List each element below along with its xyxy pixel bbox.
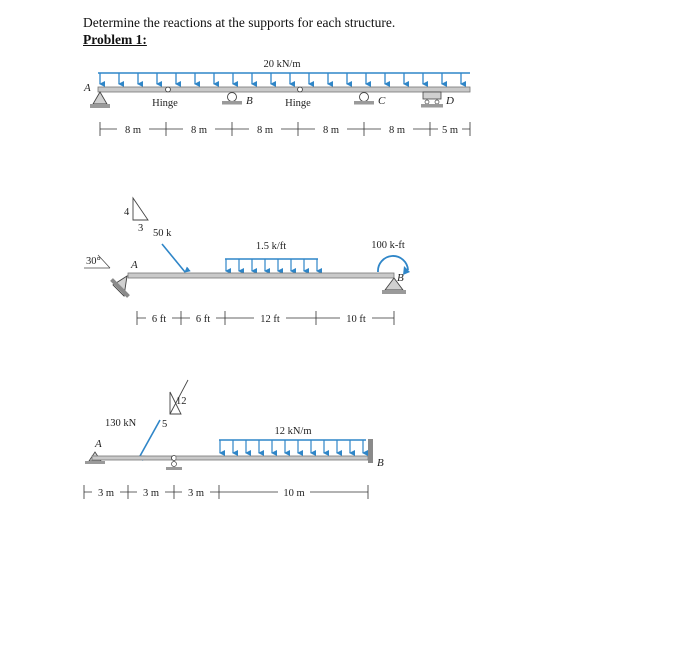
p2-slope-triangle — [133, 198, 148, 220]
p2-dist-load-label: 1.5 k/ft — [255, 241, 287, 252]
p2-moment-arrowhead — [403, 266, 410, 275]
problem2-structure — [84, 198, 410, 325]
p2-slope-3: 3 — [138, 223, 144, 234]
p3-wall-b — [368, 439, 373, 463]
p3-beam-right — [176, 456, 368, 460]
p3-span-1: 3 m — [97, 488, 115, 499]
p2-load-arrows — [226, 259, 317, 271]
p2-span-2: 6 ft — [195, 314, 211, 325]
p1-label-c: C — [378, 95, 386, 107]
p2-moment-arc — [378, 256, 408, 272]
p2-point-load-label: 50 k — [153, 228, 172, 239]
p2-span-3: 12 ft — [260, 314, 280, 325]
p1-hinge-1 — [166, 87, 171, 92]
p1-load-arrows — [100, 73, 461, 84]
p1-span-1: 8 m — [124, 125, 142, 136]
p2-span-4: 10 ft — [346, 314, 366, 325]
p1-support-c — [354, 93, 374, 105]
p2-label-a: A — [131, 259, 138, 271]
p2-support-a — [110, 276, 130, 298]
p1-support-a — [90, 92, 110, 108]
p3-span-3: 3 m — [187, 488, 205, 499]
p1-dimension-line — [100, 122, 470, 136]
problem1-structure — [83, 59, 470, 136]
p1-span-5: 8 m — [388, 125, 406, 136]
p3-dimension-line — [84, 485, 368, 499]
p2-beam — [128, 273, 394, 278]
p1-support-d — [421, 92, 443, 108]
p3-hinge-support — [166, 462, 182, 471]
p1-hinge-2 — [298, 87, 303, 92]
problem3-structure — [84, 380, 384, 499]
p1-span-4: 8 m — [322, 125, 340, 136]
p3-slope-5: 5 — [162, 419, 168, 430]
p1-label-b: B — [246, 95, 253, 107]
p2-label-b: B — [397, 272, 404, 284]
p3-span-2: 3 m — [142, 488, 160, 499]
p3-label-b: B — [377, 457, 384, 469]
p1-label-d: D — [446, 95, 454, 107]
p3-beam-left — [92, 456, 172, 460]
p1-label-a: A — [84, 82, 91, 94]
p2-span-1: 6 ft — [151, 314, 167, 325]
problem-title: Problem 1: — [83, 32, 147, 47]
p1-span-6: 5 m — [441, 125, 459, 136]
p1-support-b — [222, 93, 242, 105]
p3-span-4: 10 m — [283, 488, 305, 499]
p3-point-load-arrow — [140, 420, 160, 456]
p2-angle-label: 30° — [86, 256, 101, 267]
p3-dist-load-label: 12 kN/m — [274, 426, 312, 437]
p2-slope-4: 4 — [124, 207, 130, 218]
p3-load-arrows — [220, 440, 363, 453]
p3-point-load-label: 130 kN — [105, 418, 137, 429]
p3-slope-12: 12 — [176, 396, 187, 407]
p2-point-load-arrow — [162, 244, 185, 272]
p1-hinge-label-2: Hinge — [285, 98, 311, 109]
instruction-text: Determine the reactions at the supports for each structure. — [83, 15, 396, 30]
p1-load-label: 20 kN/m — [263, 59, 301, 70]
p1-span-3: 8 m — [256, 125, 274, 136]
p1-hinge-label-1: Hinge — [152, 98, 178, 109]
p2-moment-label: 100 k-ft — [371, 240, 405, 251]
p3-label-a: A — [95, 438, 102, 450]
p1-beam — [98, 87, 470, 92]
p1-span-2: 8 m — [190, 125, 208, 136]
